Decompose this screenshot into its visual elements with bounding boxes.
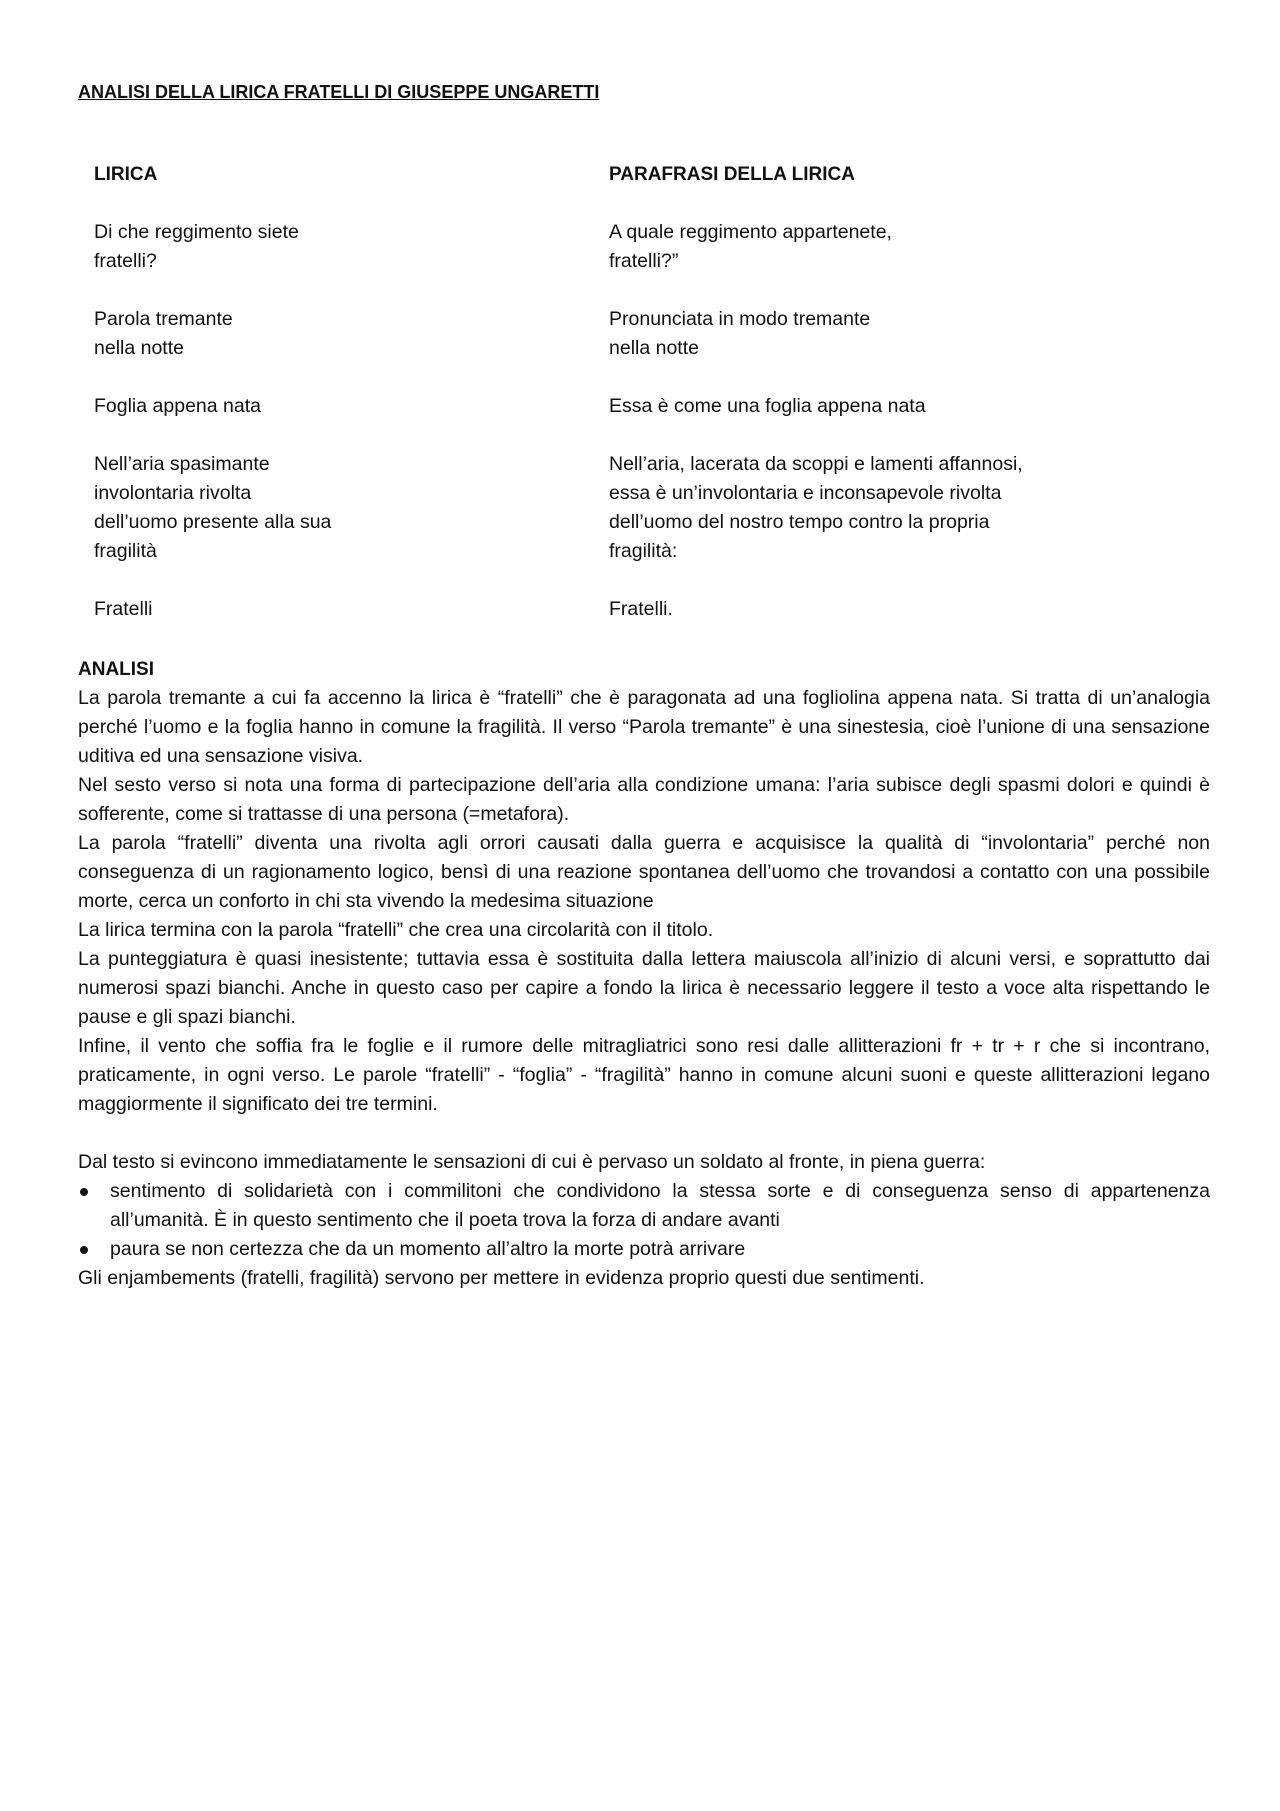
list-item-text: paura se non certezza che da un momento all’altro la morte potrà arrivare: [110, 1238, 746, 1260]
analysis-closing: Gli enjambements (fratelli, fragilità) servono per mettere in evidenza proprio questi due sentimenti.: [78, 1267, 925, 1289]
poem-column: [94, 160, 574, 653]
poem-line: dell’uomo presente alla sua: [94, 511, 332, 533]
list-item: [78, 1177, 1210, 1235]
paraphrase-stanza: [609, 595, 1229, 624]
paraphrase-column: [609, 160, 1229, 653]
paraphrase-line: A quale reggimento appartenete,: [609, 221, 892, 243]
document-title: ANALISI DELLA LIRICA FRATELLI DI GIUSEPPE UNGARETTI: [78, 82, 600, 102]
paraphrase-stanza: [609, 218, 1229, 276]
poem-line: involontaria rivolta: [94, 482, 252, 504]
analysis-paragraph: La punteggiatura è quasi inesistente; tuttavia essa è sostituita dalla lettera maiuscola all’inizio di alcuni versi, e soprattutto dai numerosi spazi bianchi. Anche in questo caso per capire a fondo la lirica è necessario leggere il testo a voce alta rispettando le pause e gli spazi bianchi.: [78, 948, 1210, 1028]
poem-heading: LIRICA: [94, 164, 158, 185]
bullet-icon: [80, 1188, 88, 1196]
paraphrase-line: Pronunciata in modo tremante: [609, 308, 871, 330]
paraphrase-line: Fratelli.: [609, 598, 673, 620]
poem-line: fragilità: [94, 540, 157, 562]
list-item-text: sentimento di solidarietà con i commilitoni che condividono la stessa sorte e di conseguenza senso di appartenenza all’umanità. È in questo sentimento che il poeta trova la forza di andare avanti: [110, 1180, 1210, 1231]
poem-line: Foglia appena nata: [94, 395, 261, 417]
poem-line: Parola tremante: [94, 308, 233, 330]
paraphrase-stanza: [609, 305, 1229, 363]
poem-stanza: [94, 392, 574, 421]
paraphrase-line: fratelli?”: [609, 250, 679, 272]
analysis-paragraph: La parola tremante a cui fa accenno la lirica è “fratelli” che è paragonata ad una fogliolina appena nata. Si tratta di un’analogia perché l’uomo e la foglia hanno in comune la fragilità. Il verso “Parola tremante” è una sinestesia, cioè l’unione di una sensazione uditiva ed una sensazione visiva.: [78, 687, 1210, 767]
poem-line: nella notte: [94, 337, 184, 359]
analysis-paragraph: La lirica termina con la parola “fratelli” che crea una circolarità con il titolo.: [78, 919, 714, 941]
list-item: [78, 1235, 1210, 1264]
bullet-icon: [80, 1246, 88, 1254]
analysis-section: [78, 655, 1210, 1293]
poem-stanza: [94, 218, 574, 276]
analysis-paragraph: La parola “fratelli” diventa una rivolta agli orrori causati dalla guerra e acquisisce la qualità di “involontaria” perché non conseguenza di un ragionamento logico, bensì di una reazione spontanea dell’uomo che trovandosi a contatto con una possibile morte, cerca un conforto in chi sta vivendo la medesima situazione: [78, 832, 1210, 912]
analysis-paragraph: Infine, il vento che soffia fra le foglie e il rumore delle mitragliatrici sono resi dalle allitterazioni fr + tr + r che si incontrano, praticamente, in ogni verso. Le parole “fratelli” - “foglia” - “fragilità” hanno in comune alcuni suoni e queste allitterazioni legano maggiormente il significato dei tre termini.: [78, 1035, 1210, 1115]
analysis-paragraph: Nel sesto verso si nota una forma di partecipazione dell’aria alla condizione umana: l’aria subisce degli spasmi dolori e quindi è sofferente, come si trattasse di una persona (=metafora).: [78, 774, 1210, 825]
poem-stanza: [94, 595, 574, 624]
sensations-list: [78, 1177, 1210, 1264]
poem-line: fratelli?: [94, 250, 157, 272]
poem-line: Di che reggimento siete: [94, 221, 299, 243]
poem-line: Nell’aria spasimante: [94, 453, 270, 475]
paraphrase-line: essa è un’involontaria e inconsapevole rivolta: [609, 482, 1002, 504]
paraphrase-stanza: [609, 450, 1229, 566]
poem-stanza: [94, 450, 574, 566]
paraphrase-line: dell’uomo del nostro tempo contro la propria: [609, 511, 990, 533]
paraphrase-line: fragilità:: [609, 540, 678, 562]
analysis-heading: ANALISI: [78, 659, 154, 680]
poem-stanza: [94, 305, 574, 363]
paraphrase-line: Essa è come una foglia appena nata: [609, 395, 926, 417]
paraphrase-line: Nell’aria, lacerata da scoppi e lamenti affannosi,: [609, 453, 1023, 475]
poem-line: Fratelli: [94, 598, 153, 620]
paragraph-spacer: [78, 1119, 1210, 1148]
analysis-intro: Dal testo si evincono immediatamente le sensazioni di cui è pervaso un soldato al fronte, in piena guerra:: [78, 1151, 986, 1173]
paraphrase-stanza: [609, 392, 1229, 421]
paraphrase-line: nella notte: [609, 337, 699, 359]
paraphrase-heading: PARAFRASI DELLA LIRICA: [609, 164, 855, 185]
